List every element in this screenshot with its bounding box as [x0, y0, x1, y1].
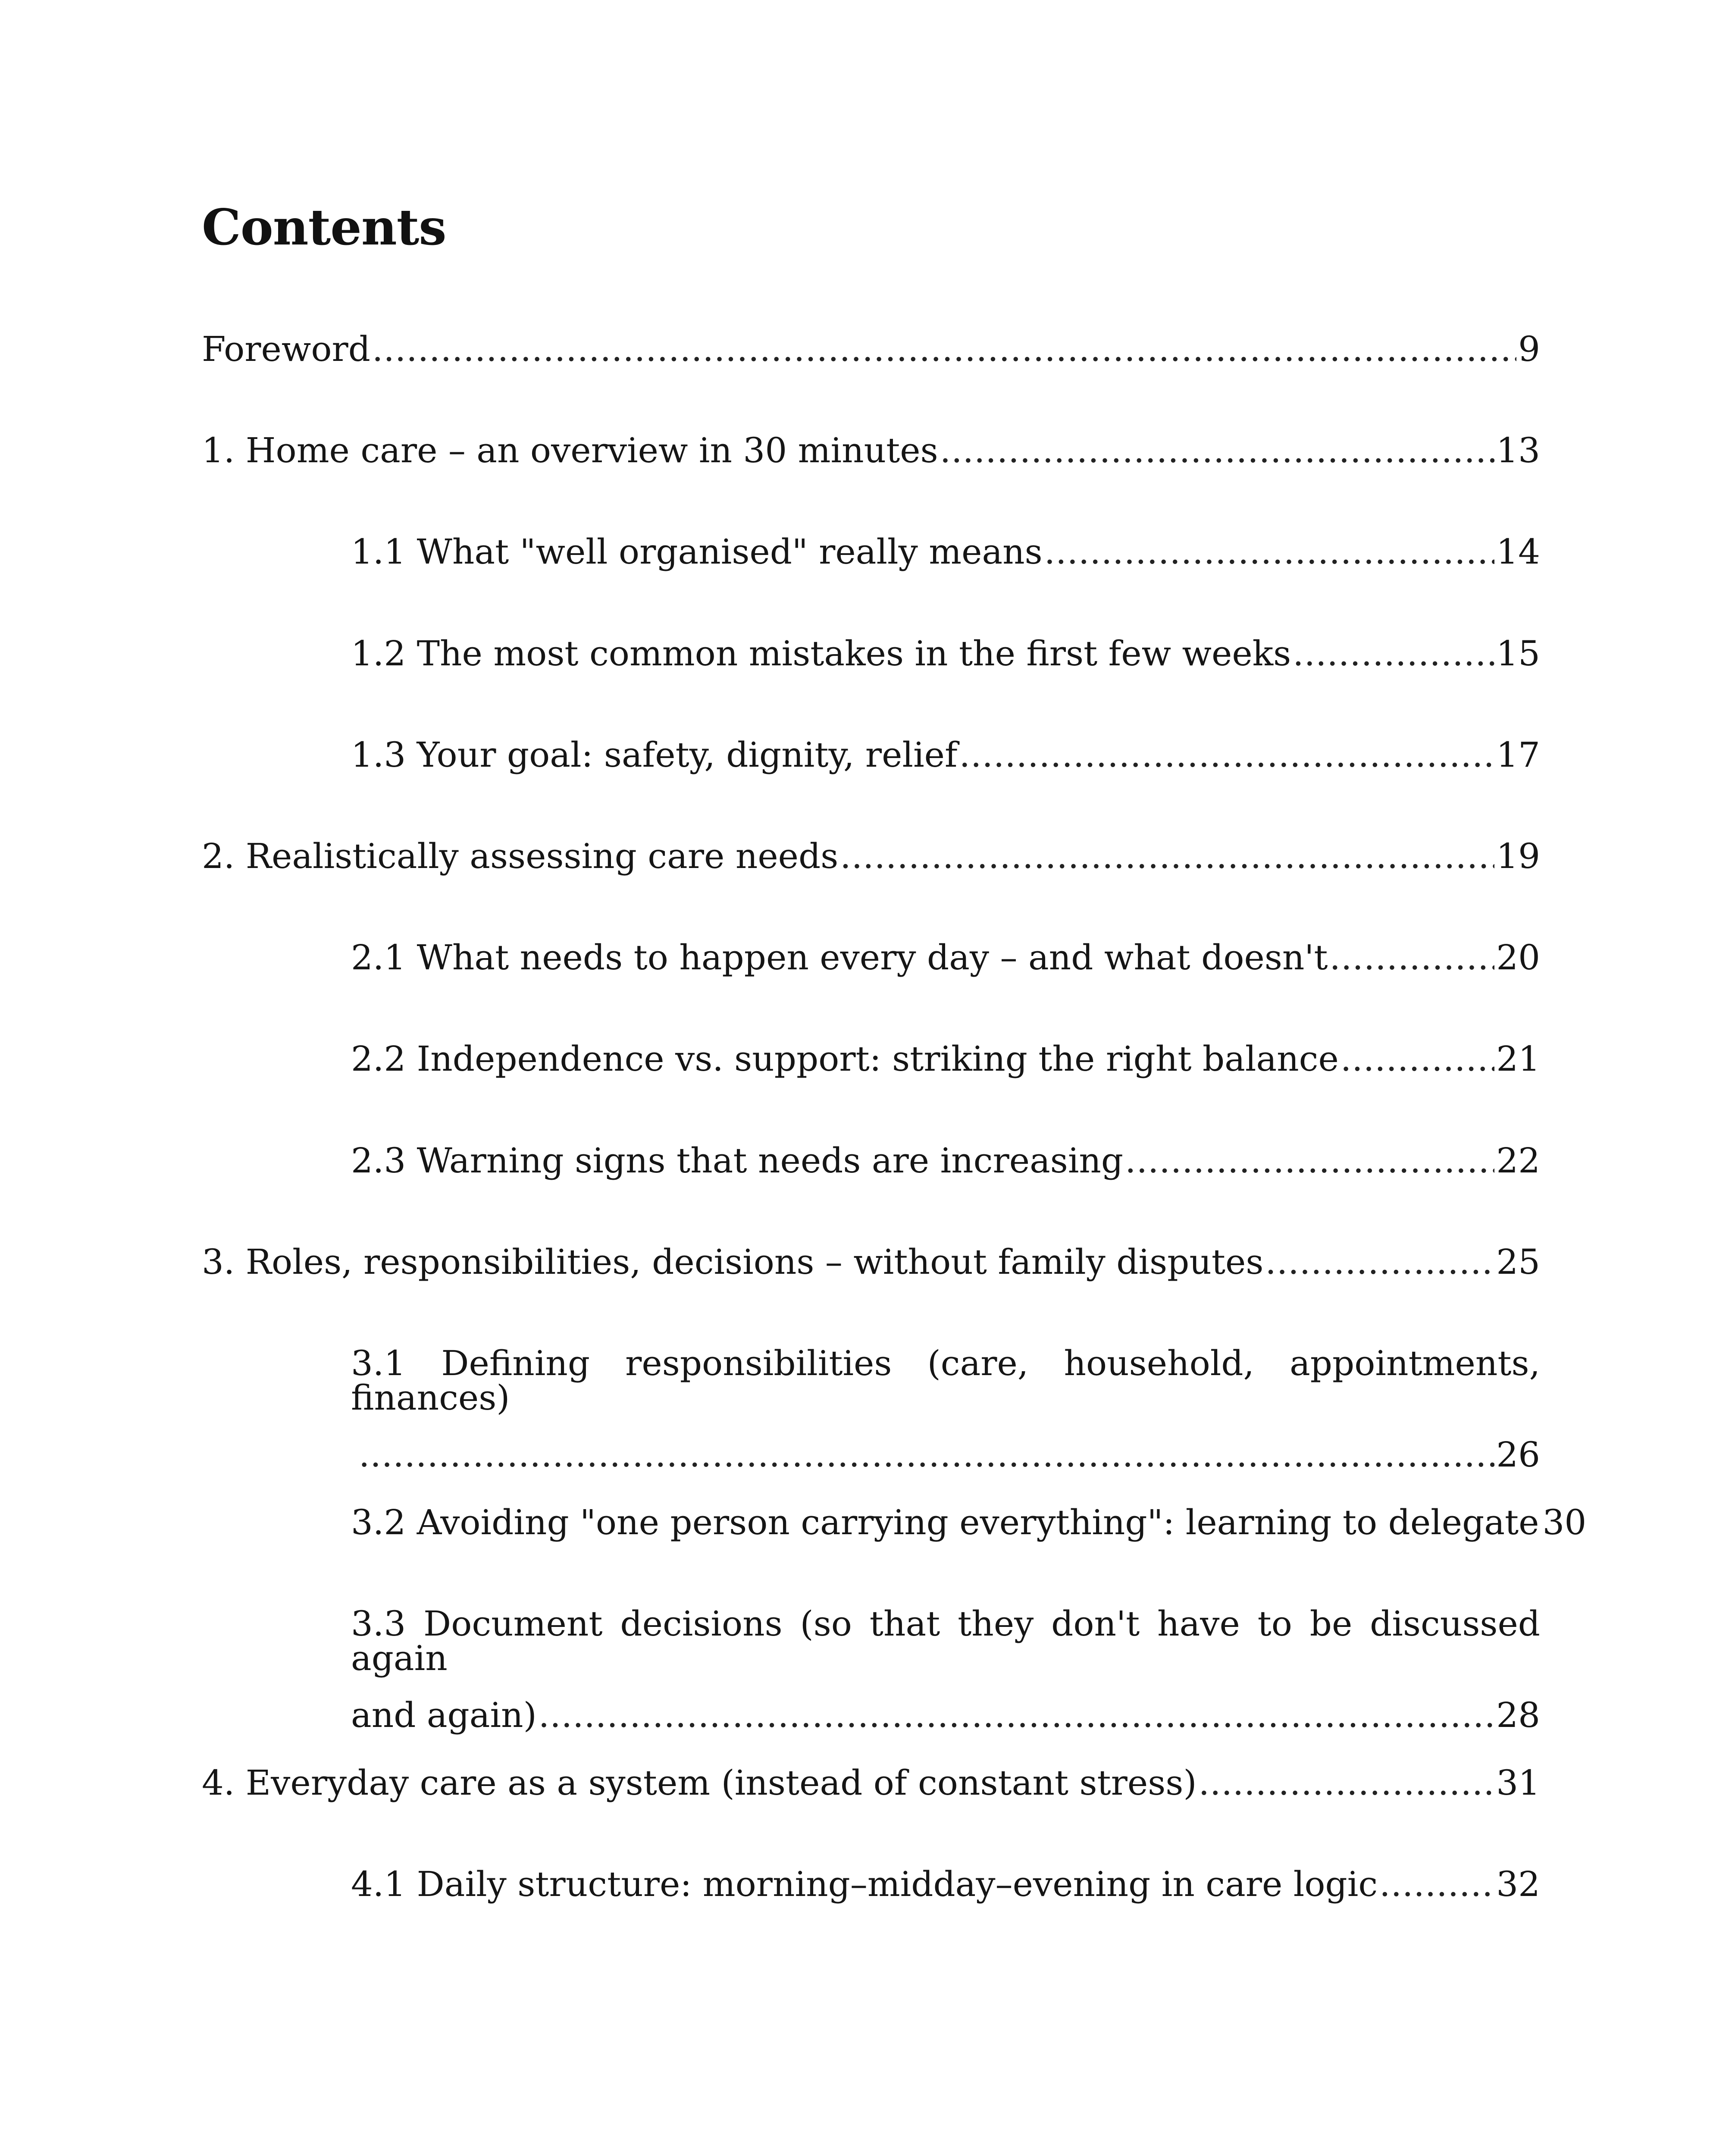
toc-entry-title: 1.2 The most common mistakes in the first few weeks — [351, 633, 1291, 674]
dot-leader — [539, 1698, 1494, 1733]
toc-entry-title: 3.3 Document decisions (so that they don't have to be discussed again — [351, 1604, 1540, 1678]
toc-entry-title-continued: and again) — [351, 1695, 537, 1735]
toc-entry-title: 2.2 Independence vs. support: striking the right balance — [351, 1039, 1339, 1079]
toc-entry-title: 4. Everyday care as a system (instead of constant stress) — [202, 1763, 1197, 1803]
toc-entry-chapter-3[interactable] — [202, 1242, 1540, 1282]
dot-leader — [1340, 1042, 1494, 1076]
dot-leader — [840, 839, 1494, 874]
toc-entry-title: 3.2 Avoiding "one person carrying everything": learning to delegate — [351, 1502, 1539, 1542]
toc-page-number: 32 — [1496, 1864, 1540, 1904]
toc-entry-foreword[interactable] — [202, 329, 1540, 369]
toc-entry-title: 2.1 What needs to happen every day – and what doesn't — [351, 937, 1328, 978]
toc-page-number: 30 — [1542, 1502, 1587, 1542]
toc-page-number: 25 — [1496, 1242, 1540, 1282]
toc-entry-chapter-4[interactable] — [202, 1763, 1540, 1803]
toc-entry-title: 3. Roles, responsibilities, decisions – without family disputes — [202, 1242, 1264, 1282]
dot-leader — [1265, 1245, 1494, 1279]
toc-entry-chapter-1[interactable] — [202, 430, 1540, 470]
toc-page-number: 17 — [1496, 735, 1540, 775]
toc-page-number: 22 — [1496, 1141, 1540, 1181]
toc-page-number: 31 — [1496, 1763, 1540, 1803]
contents-heading: Contents — [202, 198, 446, 256]
toc-page-number: 14 — [1496, 532, 1540, 572]
toc-page-number: 21 — [1496, 1039, 1540, 1079]
dot-leader — [1044, 535, 1494, 569]
toc-entry-section-2-3[interactable] — [351, 1141, 1540, 1181]
toc-entry-section-4-1[interactable] — [351, 1864, 1540, 1904]
toc-entry-section-3-2[interactable] — [351, 1502, 1587, 1542]
toc-entry-section-1-1[interactable] — [351, 532, 1540, 572]
dot-leader — [1293, 636, 1494, 671]
toc-entry-title: 3.1 Defining responsibilities (care, household, appointments, finances) — [351, 1343, 1540, 1418]
toc-page-number: 26 — [1496, 1435, 1540, 1475]
dot-leader — [1330, 940, 1495, 975]
toc-entry-title: 1. Home care – an overview in 30 minutes — [202, 430, 938, 470]
toc-entry-section-1-2[interactable] — [351, 633, 1540, 674]
toc-entry-section-3-3[interactable] — [351, 1604, 1540, 1735]
dot-leader — [372, 332, 1516, 367]
dot-leader — [959, 738, 1495, 772]
toc-page-number: 20 — [1496, 937, 1540, 978]
toc-entry-title: 2.3 Warning signs that needs are increasing — [351, 1141, 1124, 1181]
toc-entry-section-1-3[interactable] — [351, 735, 1540, 775]
toc-entry-section-2-1[interactable] — [351, 937, 1540, 978]
dot-leader — [1199, 1766, 1495, 1800]
toc-entry-title: 4.1 Daily structure: morning–midday–evening in care logic — [351, 1864, 1378, 1904]
toc-entry-title: 1.3 Your goal: safety, dignity, relief — [351, 735, 958, 775]
toc-page-number: 19 — [1496, 836, 1540, 876]
toc-entry-title: 1.1 What "well organised" really means — [351, 532, 1043, 572]
toc-page-number: 28 — [1496, 1695, 1540, 1735]
dot-leader — [1125, 1144, 1494, 1178]
toc-page-number: 9 — [1518, 329, 1540, 369]
dot-leader — [359, 1438, 1494, 1472]
dot-leader — [940, 433, 1495, 468]
toc-entry-title: Foreword — [202, 329, 370, 369]
toc-page-number: 15 — [1496, 633, 1540, 674]
toc-entry-chapter-2[interactable] — [202, 836, 1540, 876]
toc-page-number: 13 — [1496, 430, 1540, 470]
toc-entry-title: 2. Realistically assessing care needs — [202, 836, 839, 876]
dot-leader — [1379, 1867, 1494, 1902]
toc-entry-section-3-1[interactable] — [351, 1343, 1540, 1475]
toc-entry-section-2-2[interactable] — [351, 1039, 1540, 1079]
